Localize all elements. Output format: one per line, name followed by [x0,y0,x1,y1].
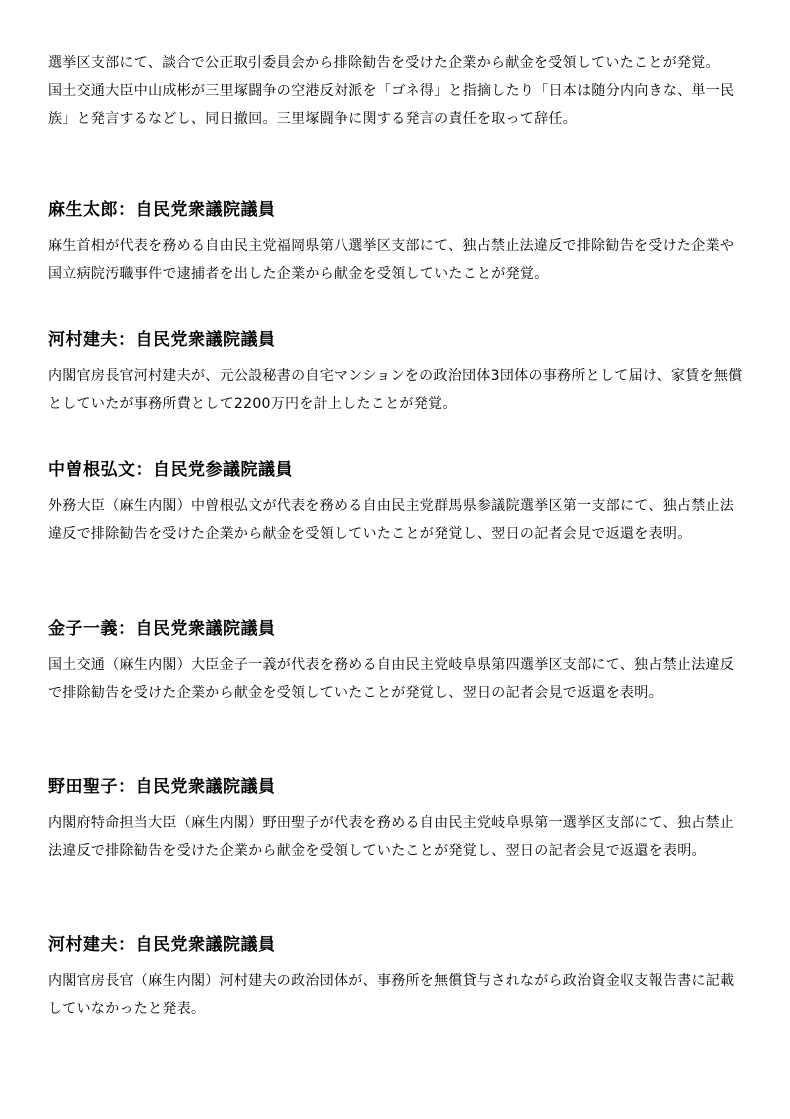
section-heading: 河村建夫：自民党衆議院議員 [48,935,276,955]
section-heading: 野田聖子：自民党衆議院議員 [48,777,276,797]
section-heading: 麻生太郎：自民党衆議院議員 [48,200,276,220]
section-body: 内閣官房長官（麻生内閣）河村建夫の政治団体が、事務所を無償貸与されながら政治資金収支報告書に記載していなかったと発表。 [48,973,735,1017]
intro-paragraph: 国土交通大臣中山成彬が三里塚闘争の空港反対派を「ゴネ得」と指摘したり「日本は随分内向きな、単一民族」と発言するなどし、同日撤回。三里塚闘争に関する発言の責任を取って辞任。 [48,83,735,127]
section-body: 外務大臣（麻生内閣）中曽根弘文が代表を務める自由民主党群馬県参議院選挙区第一支部にて、独占禁止法違反で排除勧告を受けた企業から献金を受領していたことが発覚し、翌日の記者会見で返還を表明。 [48,498,735,542]
section-body: 国土交通（麻生内閣）大臣金子一義が代表を務める自由民主党岐阜県第四選挙区支部にて、独占禁止法違反で排除勧告を受けた企業から献金を受領していたことが発覚し、翌日の記者会見で返還を表明。 [48,657,735,701]
section-body: 内閣官房長官河村建夫が、元公設秘書の自宅マンションをの政治団体3団体の事務所として届け、家賃を無償としていたが事務所費として2200万円を計上したことが発覚。 [48,368,743,412]
section-heading: 中曽根弘文：自民党参議院議員 [48,460,293,480]
section-body: 内閣府特命担当大臣（麻生内閣）野田聖子が代表を務める自由民主党岐阜県第一選挙区支部にて、独占禁止法違反で排除勧告を受けた企業から献金を受領していたことが発覚し、翌日の記者会見で返還を表明。 [48,815,735,859]
intro-paragraph: 選挙区支部にて、談合で公正取引委員会から排除勧告を受けた企業から献金を受領していたことが発覚。 [48,55,720,71]
section-kaneko-kazuyoshi [48,617,748,707]
section-noda-seiko [48,775,748,865]
section-body: 麻生首相が代表を務める自由民主党福岡県第八選挙区支部にて、独占禁止法違反で排除勧告を受けた企業や国立病院汚職事件で逮捕者を出した企業から献金を受領していたことが発覚。 [48,238,735,282]
section-heading: 金子一義：自民党衆議院議員 [48,619,276,639]
section-nakasone-hirofumi [48,458,748,548]
section-heading: 河村建夫：自民党衆議院議員 [48,330,276,350]
section-kawamura-takeo-1 [48,328,748,418]
section-aso-taro [48,198,748,288]
intro-block [48,49,748,133]
section-kawamura-takeo-2 [48,933,748,1023]
